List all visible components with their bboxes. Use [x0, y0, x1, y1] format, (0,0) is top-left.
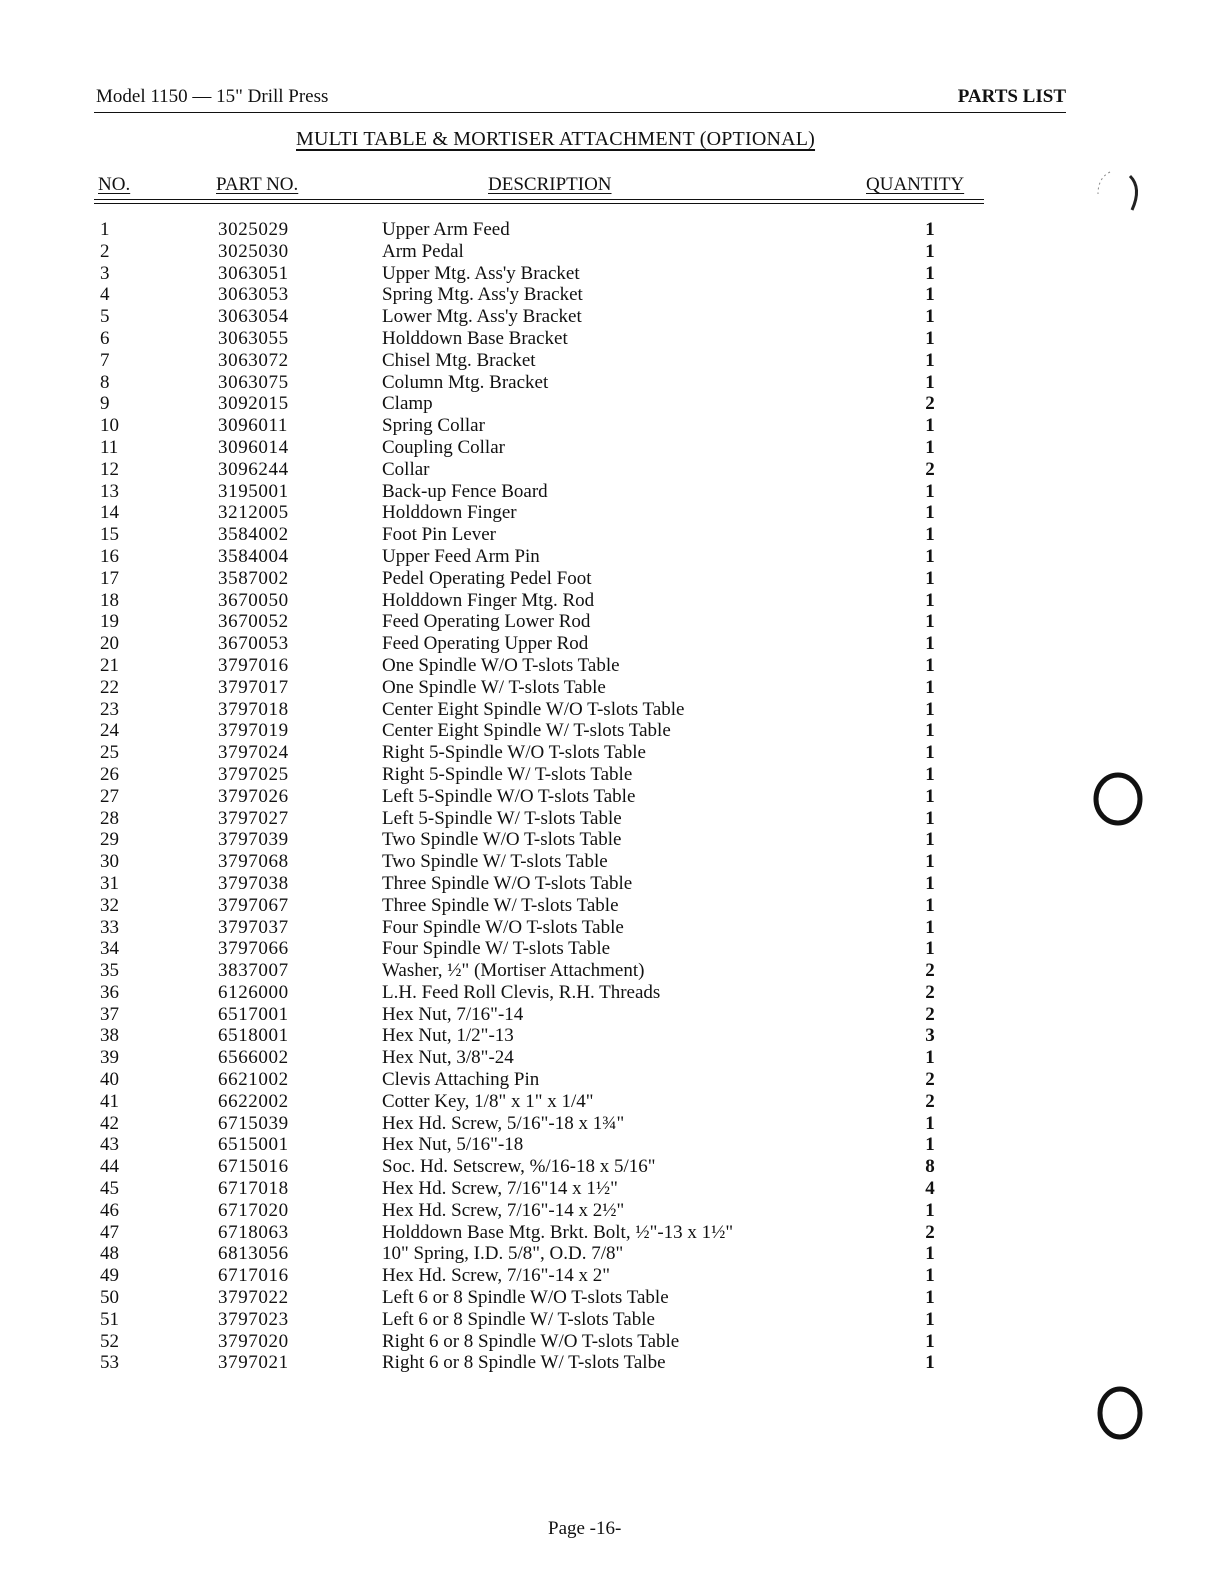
row-number: 6: [100, 327, 110, 349]
part-quantity: 1: [925, 894, 935, 916]
part-quantity: 2: [925, 1221, 935, 1243]
part-description: Hex Hd. Screw, 5/16"-18 x 1¾": [382, 1112, 625, 1134]
row-number: 4: [100, 284, 110, 306]
part-number: 3797068: [218, 851, 289, 873]
table-row: [0, 677, 1224, 699]
part-description: Holddown Base Bracket: [382, 327, 568, 349]
part-number: 3797025: [218, 763, 289, 785]
part-quantity: 1: [925, 829, 935, 851]
part-number: 3797027: [218, 807, 289, 829]
row-number: 7: [100, 349, 110, 371]
row-number: 47: [100, 1221, 119, 1243]
table-row: [0, 393, 1224, 415]
part-number: 3797067: [218, 894, 289, 916]
table-row: [0, 437, 1224, 459]
row-number: 8: [100, 371, 110, 393]
part-description: Coupling Collar: [382, 436, 505, 458]
part-description: Hex Nut, 3/8"-24: [382, 1047, 514, 1069]
table-row: [0, 306, 1224, 328]
table-row: [0, 1178, 1224, 1200]
part-description: Lower Mtg. Ass'y Bracket: [382, 306, 582, 328]
part-quantity: 1: [925, 872, 935, 894]
row-number: 38: [100, 1025, 119, 1047]
part-quantity: 1: [925, 1243, 935, 1265]
row-number: 26: [100, 763, 119, 785]
table-row: [0, 699, 1224, 721]
part-quantity: 1: [925, 633, 935, 655]
part-quantity: 1: [925, 938, 935, 960]
table-row: [0, 241, 1224, 263]
part-quantity: 1: [925, 1112, 935, 1134]
part-description: L.H. Feed Roll Clevis, R.H. Threads: [382, 981, 661, 1003]
part-description: Upper Feed Arm Pin: [382, 545, 540, 567]
part-number: 3797026: [218, 785, 289, 807]
part-number: 3797066: [218, 938, 289, 960]
part-number: 3063055: [218, 327, 289, 349]
row-number: 50: [100, 1287, 119, 1309]
part-quantity: 1: [925, 1265, 935, 1287]
part-description: One Spindle W/O T-slots Table: [382, 654, 620, 676]
part-number: 3797017: [218, 676, 289, 698]
part-number: 3797019: [218, 720, 289, 742]
part-number: 3670053: [218, 633, 289, 655]
part-number: 6715039: [218, 1112, 289, 1134]
table-row: [0, 1091, 1224, 1113]
part-description: Holddown Base Mtg. Brkt. Bolt, ½"-13 x 1½": [382, 1221, 734, 1243]
part-quantity: 2: [925, 1069, 935, 1091]
column-header-no: NO.: [98, 174, 131, 195]
part-number: 3063072: [218, 349, 289, 371]
header-model: Model 1150 — 15" Drill Press: [96, 86, 329, 107]
table-row: [0, 1352, 1224, 1374]
part-number: 3063053: [218, 284, 289, 306]
part-description: Left 6 or 8 Spindle W/O T-slots Table: [382, 1287, 669, 1309]
row-number: 13: [100, 480, 119, 502]
column-header-part-no: PART NO.: [216, 174, 299, 195]
table-row: [0, 851, 1224, 873]
table-row: [0, 1200, 1224, 1222]
part-number: 3797023: [218, 1308, 289, 1330]
page-number: Page -16-: [548, 1518, 622, 1539]
part-description: Upper Mtg. Ass'y Bracket: [382, 262, 580, 284]
table-row: [0, 742, 1224, 764]
row-number: 32: [100, 894, 119, 916]
table-row: [0, 1287, 1224, 1309]
part-description: Spring Mtg. Ass'y Bracket: [382, 284, 583, 306]
part-quantity: 4: [925, 1178, 935, 1200]
row-number: 35: [100, 960, 119, 982]
part-number: 3797021: [218, 1352, 289, 1374]
table-row: [0, 873, 1224, 895]
part-description: Two Spindle W/O T-slots Table: [382, 829, 622, 851]
table-row: [0, 1331, 1224, 1353]
part-quantity: 1: [925, 1330, 935, 1352]
table-row: [0, 633, 1224, 655]
part-quantity: 1: [925, 807, 935, 829]
parts-table: [0, 219, 1224, 1374]
part-quantity: 1: [925, 219, 935, 240]
table-row: [0, 1113, 1224, 1135]
part-quantity: 2: [925, 1003, 935, 1025]
table-row: [0, 1243, 1224, 1265]
part-description: Collar: [382, 458, 430, 480]
row-number: 40: [100, 1069, 119, 1091]
table-row: [0, 1309, 1224, 1331]
column-rule-top: [94, 199, 984, 200]
row-number: 2: [100, 240, 110, 262]
row-number: 51: [100, 1308, 119, 1330]
part-quantity: 1: [925, 349, 935, 371]
table-row: [0, 263, 1224, 285]
part-quantity: 1: [925, 589, 935, 611]
page-title: MULTI TABLE & MORTISER ATTACHMENT (OPTIONAL): [296, 128, 816, 150]
part-quantity: 1: [925, 524, 935, 546]
row-number: 21: [100, 654, 119, 676]
part-number: 3195001: [218, 480, 289, 502]
table-row: [0, 1004, 1224, 1026]
part-number: 6622002: [218, 1090, 289, 1112]
row-number: 24: [100, 720, 119, 742]
part-quantity: 2: [925, 458, 935, 480]
part-number: 3092015: [218, 393, 289, 415]
part-description: Hex Nut, 7/16"-14: [382, 1003, 524, 1025]
part-quantity: 1: [925, 698, 935, 720]
table-row: [0, 1047, 1224, 1069]
table-row: [0, 568, 1224, 590]
part-quantity: 1: [925, 1352, 935, 1374]
part-description: Hex Nut, 1/2"-13: [382, 1025, 514, 1047]
part-number: 3797037: [218, 916, 289, 938]
part-number: 3584002: [218, 524, 289, 546]
part-number: 3797038: [218, 872, 289, 894]
part-quantity: 1: [925, 742, 935, 764]
row-number: 16: [100, 545, 119, 567]
part-quantity: 1: [925, 1308, 935, 1330]
row-number: 3: [100, 262, 110, 284]
part-description: Soc. Hd. Setscrew, %/16-18 x 5/16": [382, 1156, 656, 1178]
part-quantity: 1: [925, 1047, 935, 1069]
part-description: Chisel Mtg. Bracket: [382, 349, 536, 371]
row-number: 42: [100, 1112, 119, 1134]
part-description: Feed Operating Lower Rod: [382, 611, 591, 633]
part-number: 6715016: [218, 1156, 289, 1178]
row-number: 22: [100, 676, 119, 698]
part-number: 6518001: [218, 1025, 289, 1047]
header-rule: [94, 112, 1066, 113]
row-number: 5: [100, 306, 110, 328]
part-quantity: 1: [925, 415, 935, 437]
part-quantity: 1: [925, 306, 935, 328]
part-description: Right 5-Spindle W/ T-slots Table: [382, 763, 633, 785]
part-quantity: 1: [925, 502, 935, 524]
part-number: 3025030: [218, 240, 289, 262]
row-number: 10: [100, 415, 119, 437]
part-description: Center Eight Spindle W/O T-slots Table: [382, 698, 685, 720]
part-description: Holddown Finger: [382, 502, 517, 524]
table-row: [0, 350, 1224, 372]
part-number: 6718063: [218, 1221, 289, 1243]
part-description: Three Spindle W/O T-slots Table: [382, 872, 633, 894]
part-quantity: 1: [925, 1199, 935, 1221]
part-number: 6126000: [218, 981, 289, 1003]
table-row: [0, 328, 1224, 350]
row-number: 39: [100, 1047, 119, 1069]
part-description: Center Eight Spindle W/ T-slots Table: [382, 720, 671, 742]
table-row: [0, 764, 1224, 786]
row-number: 11: [100, 436, 119, 458]
table-row: [0, 502, 1224, 524]
part-description: Spring Collar: [382, 415, 485, 437]
part-quantity: 8: [925, 1156, 935, 1178]
part-number: 3837007: [218, 960, 289, 982]
row-number: 49: [100, 1265, 119, 1287]
row-number: 48: [100, 1243, 119, 1265]
row-number: 15: [100, 524, 119, 546]
row-number: 12: [100, 458, 119, 480]
row-number: 18: [100, 589, 119, 611]
table-row: [0, 1069, 1224, 1091]
table-row: [0, 415, 1224, 437]
table-row: [0, 1025, 1224, 1047]
part-number: 3212005: [218, 502, 289, 524]
part-description: Two Spindle W/ T-slots Table: [382, 851, 608, 873]
part-description: Right 5-Spindle W/O T-slots Table: [382, 742, 646, 764]
part-quantity: 1: [925, 545, 935, 567]
binder-hole-mark-middle: [1084, 766, 1154, 832]
row-number: 43: [100, 1134, 119, 1156]
row-number: 30: [100, 851, 119, 873]
part-number: 3797016: [218, 654, 289, 676]
part-number: 6717018: [218, 1178, 289, 1200]
part-quantity: 1: [925, 567, 935, 589]
row-number: 9: [100, 393, 110, 415]
part-description: Back-up Fence Board: [382, 480, 548, 502]
part-quantity: 1: [925, 916, 935, 938]
part-number: 6515001: [218, 1134, 289, 1156]
part-description: Washer, ½" (Mortiser Attachment): [382, 960, 645, 982]
table-row: [0, 1134, 1224, 1156]
row-number: 45: [100, 1178, 119, 1200]
part-number: 6621002: [218, 1069, 289, 1091]
part-quantity: 2: [925, 960, 935, 982]
part-quantity: 2: [925, 1090, 935, 1112]
part-quantity: 1: [925, 262, 935, 284]
table-row: [0, 1156, 1224, 1178]
table-row: [0, 219, 1224, 241]
row-number: 14: [100, 502, 119, 524]
row-number: 17: [100, 567, 119, 589]
part-quantity: 1: [925, 327, 935, 349]
part-description: Foot Pin Lever: [382, 524, 496, 546]
part-number: 3797039: [218, 829, 289, 851]
part-description: Arm Pedal: [382, 240, 464, 262]
part-description: Hex Nut, 5/16"-18: [382, 1134, 524, 1156]
row-number: 27: [100, 785, 119, 807]
table-row: [0, 917, 1224, 939]
row-number: 41: [100, 1090, 119, 1112]
part-number: 3670052: [218, 611, 289, 633]
table-row: [0, 590, 1224, 612]
part-quantity: 2: [925, 981, 935, 1003]
part-number: 3063054: [218, 306, 289, 328]
part-description: Left 6 or 8 Spindle W/ T-slots Table: [382, 1308, 655, 1330]
table-row: [0, 372, 1224, 394]
part-number: 3096244: [218, 458, 289, 480]
part-description: Holddown Finger Mtg. Rod: [382, 589, 595, 611]
part-quantity: 2: [925, 393, 935, 415]
row-number: 34: [100, 938, 119, 960]
part-description: Upper Arm Feed: [382, 219, 510, 240]
table-row: [0, 982, 1224, 1004]
row-number: 19: [100, 611, 119, 633]
part-quantity: 1: [925, 240, 935, 262]
table-row: [0, 829, 1224, 851]
part-quantity: 1: [925, 1134, 935, 1156]
table-row: [0, 786, 1224, 808]
part-number: 3096014: [218, 436, 289, 458]
part-quantity: 1: [925, 676, 935, 698]
part-number: 6717016: [218, 1265, 289, 1287]
part-description: Four Spindle W/O T-slots Table: [382, 916, 624, 938]
table-row: [0, 611, 1224, 633]
part-description: Hex Hd. Screw, 7/16"14 x 1½": [382, 1178, 618, 1200]
part-number: 3063075: [218, 371, 289, 393]
column-rule-bottom: [94, 203, 984, 204]
part-quantity: 1: [925, 284, 935, 306]
part-number: 3096011: [218, 415, 288, 437]
table-row: [0, 655, 1224, 677]
table-row: [0, 1222, 1224, 1244]
row-number: 29: [100, 829, 119, 851]
row-number: 53: [100, 1352, 119, 1374]
table-row: [0, 459, 1224, 481]
part-number: 3670050: [218, 589, 289, 611]
row-number: 25: [100, 742, 119, 764]
table-row: [0, 481, 1224, 503]
part-number: 6517001: [218, 1003, 289, 1025]
table-row: [0, 720, 1224, 742]
part-description: Four Spindle W/ T-slots Table: [382, 938, 611, 960]
part-description: Column Mtg. Bracket: [382, 371, 549, 393]
part-number: 3797018: [218, 698, 289, 720]
part-quantity: 1: [925, 436, 935, 458]
row-number: 20: [100, 633, 119, 655]
part-number: 3584004: [218, 545, 289, 567]
part-quantity: 1: [925, 851, 935, 873]
table-row: [0, 284, 1224, 306]
part-number: 6813056: [218, 1243, 289, 1265]
row-number: 1: [100, 219, 110, 240]
part-description: Clamp: [382, 393, 433, 415]
part-quantity: 1: [925, 654, 935, 676]
row-number: 28: [100, 807, 119, 829]
part-number: 3587002: [218, 567, 289, 589]
row-number: 52: [100, 1330, 119, 1352]
part-number: 3797022: [218, 1287, 289, 1309]
row-number: 44: [100, 1156, 119, 1178]
part-description: Right 6 or 8 Spindle W/ T-slots Talbe: [382, 1352, 666, 1374]
part-description: Left 5-Spindle W/ T-slots Table: [382, 807, 622, 829]
table-row: [0, 808, 1224, 830]
row-number: 23: [100, 698, 119, 720]
part-description: Feed Operating Upper Rod: [382, 633, 589, 655]
part-quantity: 1: [925, 480, 935, 502]
part-description: 10" Spring, I.D. 5/8", O.D. 7/8": [382, 1243, 624, 1265]
row-number: 36: [100, 981, 119, 1003]
part-description: Clevis Attaching Pin: [382, 1069, 540, 1091]
part-description: Pedel Operating Pedel Foot: [382, 567, 592, 589]
part-quantity: 1: [925, 785, 935, 807]
part-number: 3063051: [218, 262, 289, 284]
part-quantity: 1: [925, 763, 935, 785]
table-row: [0, 938, 1224, 960]
column-header-quantity: QUANTITY: [866, 174, 965, 195]
part-description: Cotter Key, 1/8" x 1" x 1/4": [382, 1090, 594, 1112]
part-description: Three Spindle W/ T-slots Table: [382, 894, 619, 916]
part-number: 3797020: [218, 1330, 289, 1352]
part-number: 3025029: [218, 219, 289, 240]
part-description: Left 5-Spindle W/O T-slots Table: [382, 785, 636, 807]
table-row: [0, 546, 1224, 568]
part-description: Right 6 or 8 Spindle W/O T-slots Table: [382, 1330, 680, 1352]
part-description: Hex Hd. Screw, 7/16"-14 x 2½": [382, 1199, 625, 1221]
part-number: 6717020: [218, 1199, 289, 1221]
part-quantity: 1: [925, 371, 935, 393]
binder-hole-mark-bottom: [1086, 1380, 1156, 1446]
row-number: 46: [100, 1199, 119, 1221]
column-header-description: DESCRIPTION: [488, 174, 612, 195]
part-quantity: 3: [925, 1025, 935, 1047]
row-number: 37: [100, 1003, 119, 1025]
table-row: [0, 524, 1224, 546]
part-number: 3797024: [218, 742, 289, 764]
part-quantity: 1: [925, 720, 935, 742]
header-section: PARTS LIST: [957, 86, 1066, 107]
part-quantity: 1: [925, 1287, 935, 1309]
row-number: 31: [100, 872, 119, 894]
table-row: [0, 960, 1224, 982]
part-quantity: 1: [925, 611, 935, 633]
row-number: 33: [100, 916, 119, 938]
table-row: [0, 895, 1224, 917]
part-description: Hex Hd. Screw, 7/16"-14 x 2": [382, 1265, 610, 1287]
binder-hole-mark-top: [1070, 166, 1150, 226]
part-description: One Spindle W/ T-slots Table: [382, 676, 606, 698]
table-row: [0, 1265, 1224, 1287]
part-number: 6566002: [218, 1047, 289, 1069]
